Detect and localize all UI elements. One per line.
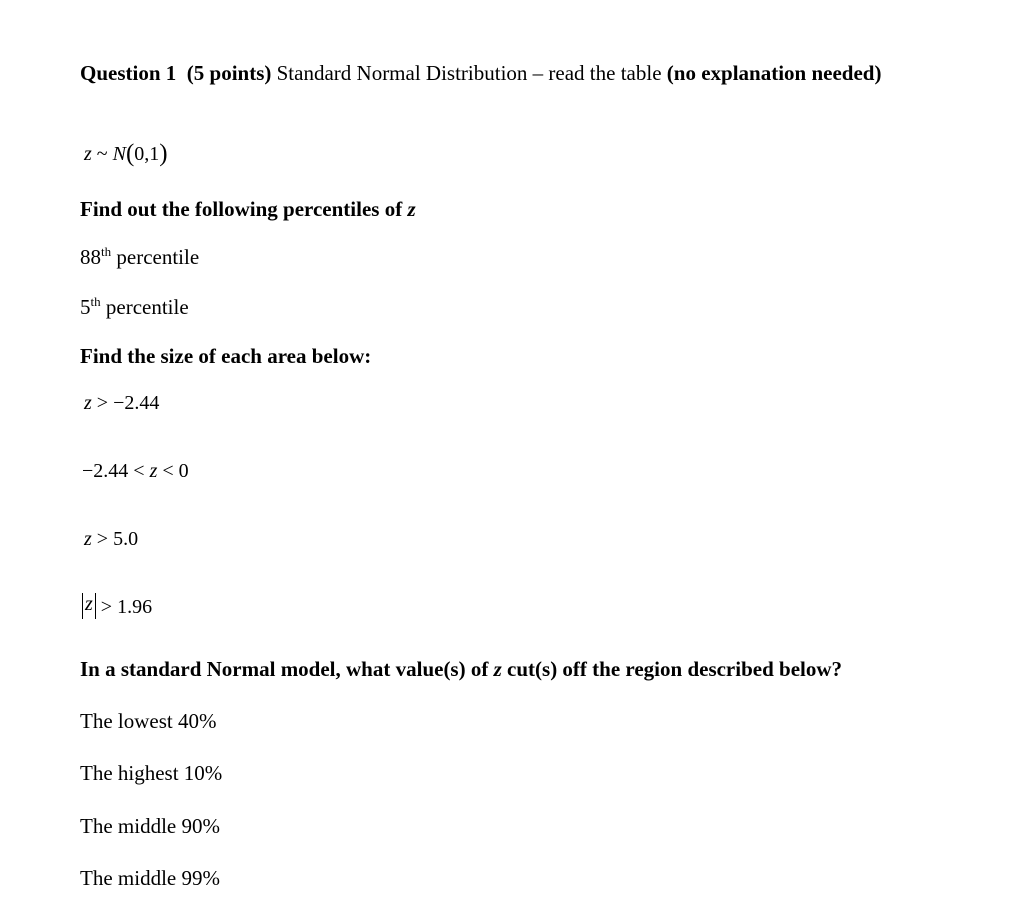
- area-item: [82, 594, 152, 621]
- distribution-formula: [84, 140, 168, 167]
- percentile-suffix: th: [101, 244, 112, 259]
- area-item: [84, 526, 138, 552]
- cutoff-heading-after: cut(s) off the region described below?: [507, 657, 843, 681]
- cutoff-heading: [80, 656, 842, 682]
- percentile-item: [80, 244, 199, 270]
- distribution-name: N: [112, 143, 126, 165]
- area-condition: > 5.0: [91, 528, 139, 550]
- area-item: [84, 390, 159, 416]
- percentiles-heading-var: z: [407, 197, 416, 221]
- cutoff-heading-var: z: [493, 657, 502, 681]
- percentile-label: percentile: [116, 245, 200, 269]
- areas-heading: Find the size of each area below:: [80, 344, 372, 368]
- cutoff-item: The middle 90%: [80, 814, 220, 838]
- percentile-number: 88: [80, 245, 101, 269]
- percentiles-heading-text: Find out the following percentiles of: [80, 197, 403, 221]
- distribution-tilde: ~: [96, 143, 108, 165]
- question-points: (5 points): [186, 61, 272, 85]
- distribution-variable: z: [84, 143, 92, 165]
- cutoff-item: The middle 99%: [80, 866, 220, 890]
- percentile-number: 5: [80, 295, 91, 319]
- area-variable: z: [84, 528, 92, 550]
- question-number: Question 1: [80, 61, 177, 85]
- question-note: (no explanation needed): [666, 61, 882, 85]
- question-title: Standard Normal Distribution – read the table: [276, 61, 662, 85]
- area-variable: z: [85, 593, 93, 616]
- absolute-value: [82, 593, 96, 619]
- area-condition: > 1.96: [95, 596, 153, 618]
- open-paren: (: [125, 140, 135, 167]
- area-variable: z: [84, 392, 92, 414]
- area-item: [82, 458, 189, 484]
- area-condition: > −2.44: [91, 392, 160, 414]
- percentile-suffix: th: [90, 294, 101, 309]
- percentile-label: percentile: [105, 295, 189, 319]
- cutoff-heading-before: In a standard Normal model, what value(s) of: [80, 657, 489, 681]
- question-header: [80, 60, 881, 86]
- area-prefix: −2.44 <: [82, 460, 150, 482]
- cutoff-item: The lowest 40%: [80, 709, 217, 733]
- area-variable: z: [149, 460, 158, 482]
- cutoff-item: The highest 10%: [80, 761, 223, 785]
- close-paren: ): [159, 140, 168, 167]
- area-condition: < 0: [157, 460, 189, 482]
- percentile-item: [80, 294, 189, 320]
- percentiles-heading: [80, 196, 416, 222]
- distribution-params: 0,1: [134, 143, 160, 165]
